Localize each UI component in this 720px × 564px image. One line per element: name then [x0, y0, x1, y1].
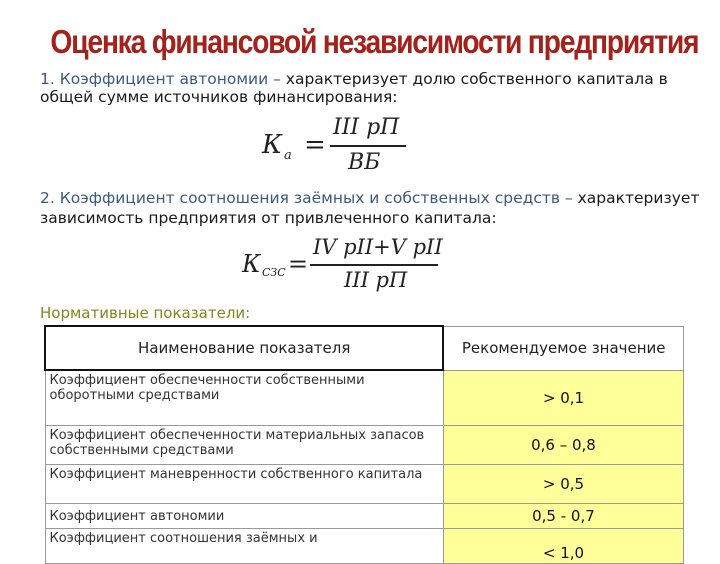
row-value: 0,6 – 0,8 — [443, 426, 683, 465]
table-row — [45, 465, 684, 504]
formula-denominator: III рП — [344, 268, 408, 292]
item-autonomy-description — [40, 70, 710, 106]
table-row — [45, 504, 684, 529]
item-lead: Коэффициент соотношения заёмных и собственных средств – — [59, 189, 573, 207]
formula-subscript: а — [284, 148, 292, 163]
item-rest: характеризует долю собственного капитала в общей сумме источников финансирования: — [40, 70, 668, 106]
fraction-line — [330, 145, 406, 147]
row-value: < 1,0 — [443, 529, 683, 564]
row-name: Коэффициент автономии — [45, 504, 443, 529]
item-number: 2. — [40, 189, 55, 207]
row-value: > 0,5 — [443, 465, 683, 504]
row-value: > 0,1 — [443, 370, 683, 426]
formula-numerator: IV рII+V рII — [313, 235, 443, 259]
table-row — [45, 370, 684, 426]
item-rest: характеризует зависимость предприятия от привлеченного капитала: — [40, 189, 700, 227]
formula-lhs: К — [262, 130, 283, 160]
formula-equals: = — [304, 130, 326, 160]
item-ratio-description — [40, 188, 720, 228]
normative-label: Нормативные показатели: — [40, 304, 251, 322]
normative-table — [44, 325, 684, 564]
item-lead: Коэффициент автономии – — [59, 70, 281, 88]
row-value: 0,5 - 0,7 — [443, 504, 683, 529]
formula-numerator: III рП — [333, 115, 400, 140]
item-number: 1. — [40, 70, 55, 88]
row-name: Коэффициент маневренности собственного капитала — [45, 465, 443, 504]
page-title: Оценка финансовой независимости предприятия — [50, 23, 699, 60]
row-name: Коэффициент соотношения заёмных и — [45, 529, 443, 564]
formula-equals: = — [288, 250, 309, 278]
row-name: Коэффициент обеспеченности собственными оборотными средствами — [45, 370, 443, 426]
header-name: Наименование показателя — [45, 326, 443, 370]
table-header-row — [45, 326, 684, 370]
table-row — [45, 529, 684, 564]
formula-subscript: СЗС — [262, 266, 286, 279]
row-name: Коэффициент обеспеченности материальных запасов собственными средствами — [45, 426, 443, 465]
table-row — [45, 426, 684, 465]
header-value: Рекомендуемое значение — [443, 326, 683, 370]
formula-denominator: ВБ — [348, 150, 381, 175]
fraction-line — [310, 264, 438, 266]
formula-lhs: К — [242, 250, 261, 278]
